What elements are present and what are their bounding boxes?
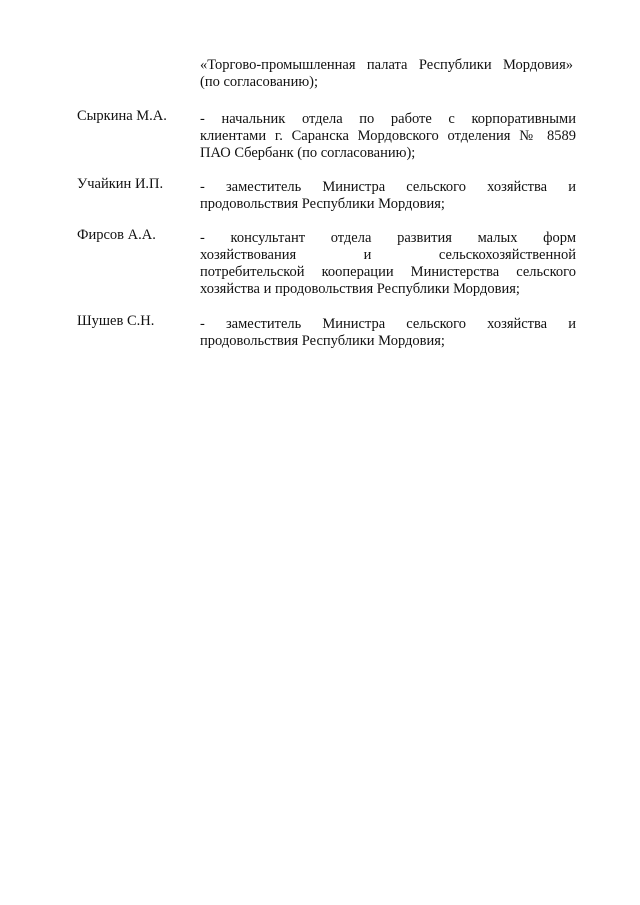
member-role-line: хозяйства и продовольствия Республики Мордовия; [200,281,520,297]
member-role-line: ПАО Сбербанк (по согласованию); [200,145,416,161]
member-role-line: продовольствия Республики Мордовия; [200,333,445,349]
member-role-line: - заместитель Министра сельского хозяйства и [200,179,576,195]
member-role-line: хозяйствования и сельскохозяйственной [200,247,576,263]
member-role-line: - консультант отдела развития малых форм [200,230,576,246]
member-name: Фирсов А.А. [77,227,156,243]
member-name: Учайкин И.П. [77,176,164,192]
member-name: Шушев С.Н. [77,313,155,329]
member-role-line: продовольствия Республики Мордовия; [200,196,445,212]
member-role-line: потребительской кооперации Министерства сельского [200,264,576,280]
member-role-line: клиентами г. Саранска Мордовского отделения № 8589 [200,128,576,144]
member-name: Сыркина М.А. [77,108,167,124]
member-role-line: - начальник отдела по работе с корпоративными [200,111,576,127]
member-role-line: - заместитель Министра сельского хозяйства и [200,316,576,332]
continuation-line-2: (по согласованию); [200,74,319,90]
continuation-line-1: «Торгово-промышленная палата Республики Мордовия» [200,57,573,73]
